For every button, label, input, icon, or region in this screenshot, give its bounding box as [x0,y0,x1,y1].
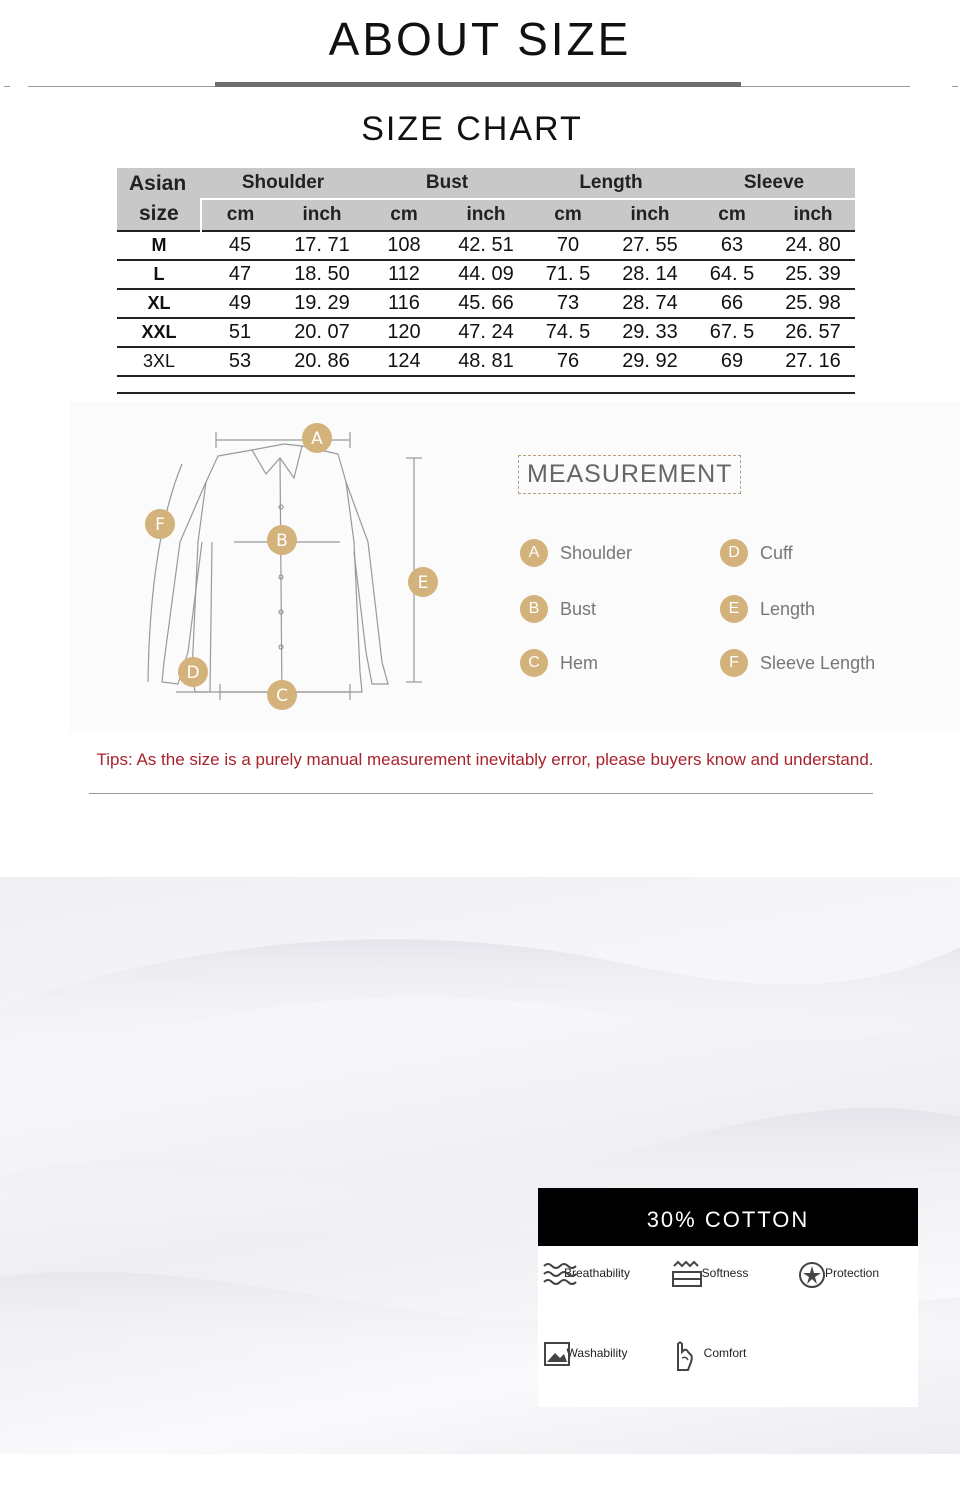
section-title: SIZE CHART [361,110,583,148]
asian-size-header [117,168,201,231]
table-cell: 73 [529,289,607,318]
svg-text:B: B [276,531,288,551]
table-cell: 124 [365,347,443,376]
waves-icon [542,1260,582,1290]
table-cell: 47. 24 [443,318,529,347]
size-cell: M [117,231,201,260]
group-header-bust: Bust [365,168,529,199]
table-cell: 53 [201,347,279,376]
legend-cuff [720,539,793,567]
divider [952,86,958,87]
feature-label: Breathability [563,1266,631,1280]
legend-badge: F [720,649,748,677]
protection-icon [797,1260,827,1290]
legend-badge: B [520,595,548,623]
feature-breathability [542,1260,652,1280]
legend-badge: D [720,539,748,567]
unit-header: inch [607,199,693,231]
feature-label: Softness [701,1266,749,1280]
group-header-shoulder: Shoulder [201,168,365,199]
legend-badge: A [520,539,548,567]
size-cell: XL [117,289,201,318]
tips-divider [89,793,873,794]
svg-text:E: E [417,573,429,593]
table-cell: 19. 29 [279,289,365,318]
unit-header: cm [201,199,279,231]
measurement-panel [70,402,960,732]
table-cell: 28. 74 [607,289,693,318]
table-cell: 29. 92 [607,347,693,376]
table-cell: 17. 71 [279,231,365,260]
table-cell: 108 [365,231,443,260]
unit-header: cm [365,199,443,231]
legend-sleeve-length [720,649,875,677]
asian-label: Asian [129,172,187,195]
legend-label: Length [760,598,816,619]
table-cell: 28. 14 [607,260,693,289]
unit-header: inch [443,199,529,231]
legend-length [720,595,815,623]
table-cell: 44. 09 [443,260,529,289]
size-cell: L [117,260,201,289]
table-cell: 29. 33 [607,318,693,347]
svg-text:C: C [276,686,288,706]
title-accent-bar [215,82,741,87]
table-cell: 20. 07 [279,318,365,347]
table-cell: 74. 5 [529,318,607,347]
legend-hem [520,649,598,677]
table-row [117,260,855,289]
table-cell: 47 [201,260,279,289]
table-cell: 67. 5 [693,318,771,347]
table-cell: 64. 5 [693,260,771,289]
table-cell: 76 [529,347,607,376]
feature-label: Protection [824,1266,880,1280]
table-cell: 112 [365,260,443,289]
legend-label: Bust [560,598,597,619]
badge-b [267,525,297,555]
badge-f [145,509,175,539]
table-cell: 42. 51 [443,231,529,260]
feature-label: Washability [566,1346,628,1360]
measurement-title: MEASUREMENT [518,455,741,494]
shirt-diagram [70,402,470,722]
table-cell: 25. 39 [771,260,855,289]
table-cell: 45 [201,231,279,260]
size-cell: XXL [117,318,201,347]
table-cell: 18. 50 [279,260,365,289]
badge-d [178,657,208,687]
table-row [117,231,855,260]
legend-badge: C [520,649,548,677]
table-row [117,289,855,318]
legend-label: Shoulder [560,542,633,563]
feature-washability [542,1340,652,1360]
table-cell: 120 [365,318,443,347]
material-card [538,1188,918,1407]
table-cell: 66 [693,289,771,318]
legend-label: Sleeve Length [760,652,876,673]
unit-header: inch [279,199,365,231]
table-divider [117,392,855,394]
feature-comfort [670,1340,780,1360]
feature-softness [670,1260,780,1280]
divider [4,86,10,87]
table-cell: 48. 81 [443,347,529,376]
table-row [117,347,855,376]
table-cell: 70 [529,231,607,260]
table-cell: 71. 5 [529,260,607,289]
size-chart-table [117,168,855,377]
size-label: size [139,202,179,225]
size-cell: 3XL [117,347,201,376]
table-cell: 26. 57 [771,318,855,347]
legend-badge: E [720,595,748,623]
svg-text:D: D [186,663,200,683]
feature-label: Comfort [703,1346,747,1360]
table-cell: 25. 98 [771,289,855,318]
table-cell: 63 [693,231,771,260]
feature-protection [797,1260,907,1280]
legend-label: Hem [560,652,599,673]
badge-a [302,423,332,453]
unit-header: cm [529,199,607,231]
page-title: ABOUT SIZE [328,13,632,65]
fabric-photo [0,877,960,1454]
comfort-hand-icon [670,1340,696,1372]
badge-c [267,680,297,710]
table-row [117,318,855,347]
svg-text:F: F [155,515,165,535]
table-cell: 27. 16 [771,347,855,376]
table-cell: 69 [693,347,771,376]
table-cell: 49 [201,289,279,318]
tips-text: Tips: As the size is a purely manual measurement inevitably error, please buyers know and understand. [96,750,874,769]
table-cell: 27. 55 [607,231,693,260]
table-cell: 20. 86 [279,347,365,376]
legend-label: Cuff [760,542,793,563]
table-cell: 51 [201,318,279,347]
material-title: 30% COTTON [538,1188,918,1246]
legend-shoulder [520,539,632,567]
group-header-sleeve: Sleeve [693,168,855,199]
unit-header: inch [771,199,855,231]
table-cell: 24. 80 [771,231,855,260]
softness-icon [670,1260,704,1290]
table-cell: 116 [365,289,443,318]
svg-text:A: A [311,429,323,449]
unit-header: cm [693,199,771,231]
washability-icon [542,1340,572,1368]
legend-bust [520,595,596,623]
group-header-length: Length [529,168,693,199]
table-cell: 45. 66 [443,289,529,318]
badge-e [408,567,438,597]
